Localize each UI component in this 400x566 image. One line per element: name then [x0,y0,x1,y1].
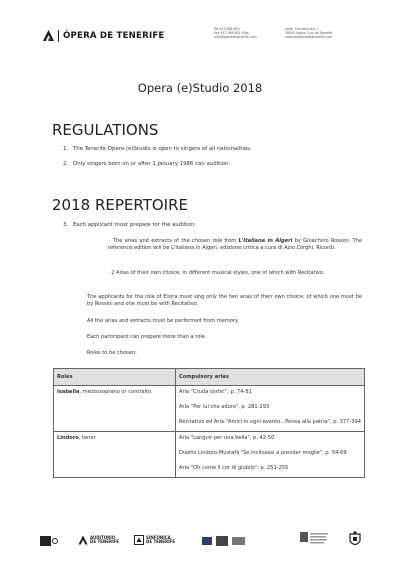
role-name: Isabella [57,389,80,395]
table-header-row [54,369,365,386]
paragraph-own-arias: · 2 Arias of their own choice, in different musical styles, one of which with Recitativo. [108,270,325,276]
list-item [63,222,196,229]
contact-right [285,27,332,40]
contact-line: Avda. Constitución, 1 [285,27,319,31]
list-number: 1. [63,146,69,152]
opera-title: L'Italiana in Algeri [238,238,293,244]
repertoire-heading: 2018 REPERTOIRE [52,196,188,214]
paragraph-roles-intro: Roles to be chosen: [87,350,137,356]
para-text: · The arias and extracts of the chosen role from [109,238,239,244]
government-logos-icon [202,535,246,547]
para-text: by Gioachino Rossini. The reference edition will be L'italiana in Algeri, edizione critica a cura di Azio Corghi, Ricordi. [108,238,363,252]
auditorio-logo-icon [78,535,88,545]
list-text: Only singers born on or after 1 January 1986 can audition. [73,161,231,167]
roles-table [53,368,365,478]
role-name: Lindoro [57,435,79,441]
contact-line: 38003 Santa Cruz de Tenerife [285,31,333,36]
partner-logo-icon [40,535,58,547]
aria-item: Aria "Oh come il cor di giubilo", p. 251-255 [179,465,289,471]
aria-item: Aria "Per lui che adoro", p. 281-293 [179,404,270,410]
role-cell [54,432,176,478]
cabildo-logo-icon [300,530,330,552]
list-item [63,161,230,168]
contact-line: Tel 922 568 600 [214,27,240,31]
list-number: 2. [63,161,69,167]
contact-line: Fax 922 568 602 (Fax) [214,31,250,36]
logo-divider [58,30,59,42]
footer-caption: · [78,526,79,529]
aria-item: Aria "Cruda sorte!", p. 74-81 [179,389,252,395]
sinfonica-label: SINFÓNICA DE TENERIFE [146,535,176,544]
contact-left [214,27,257,40]
document-title: Opera (e)Studio 2018 [137,81,263,95]
paragraph-elvira: The applicants for the role of Elvira must sing only the two arias of their own choice, of which one must be by Rossini and one must be with Recitativo. [87,294,362,308]
arias-cell [176,386,365,432]
aria-item: Aria "Languir per una bella", p. 42-50 [179,435,275,441]
list-number: 3. [63,222,69,228]
table-row [54,386,365,432]
role-voice: , mezzosoprano or contralto [79,389,152,395]
list-item [63,146,252,153]
table-header-cell: Roles [54,369,176,386]
footer-logos [36,525,366,553]
coat-of-arms-icon [348,531,362,549]
auditorio-label: AUDITORIO DE TENERIFE [90,535,120,544]
arias-cell [176,432,365,478]
list-text: Each applicant must prepare for the audition: [73,222,196,228]
paragraph-role-arias [108,238,362,253]
role-voice: , tenor [78,435,96,441]
aria-item: Recitativo ed Aria "Amici in ogni evento…Pensa alla patria", p. 377-394 [179,419,361,425]
paragraph-memory: All the arias and extracts must be performed from memory. [87,318,239,324]
opera-logo [42,29,164,42]
contact-line: www.auditoriodetenerife.com [285,35,333,40]
paragraph-multiple-roles: Each participant can prepare more than a role. [87,334,207,340]
table-row [54,432,365,478]
table-header-cell: Compulsory arias [176,369,365,386]
contact-line: info@operadetenerife.com [214,35,257,40]
logo-text: ÓPERA DE TENERIFE [63,30,165,41]
list-text: The Tenerife Opera (e)Studio is open to singers of all nationalities. [73,146,252,152]
role-cell [54,386,176,432]
regulations-heading: REGULATIONS [52,121,159,139]
opera-a-logo-icon [42,29,55,42]
sinfonica-logo-icon [134,535,144,545]
aria-item: Duetto Lindoro-Mustafà "Se inclinassi a prender moglie", p. 54-69 [179,450,347,456]
